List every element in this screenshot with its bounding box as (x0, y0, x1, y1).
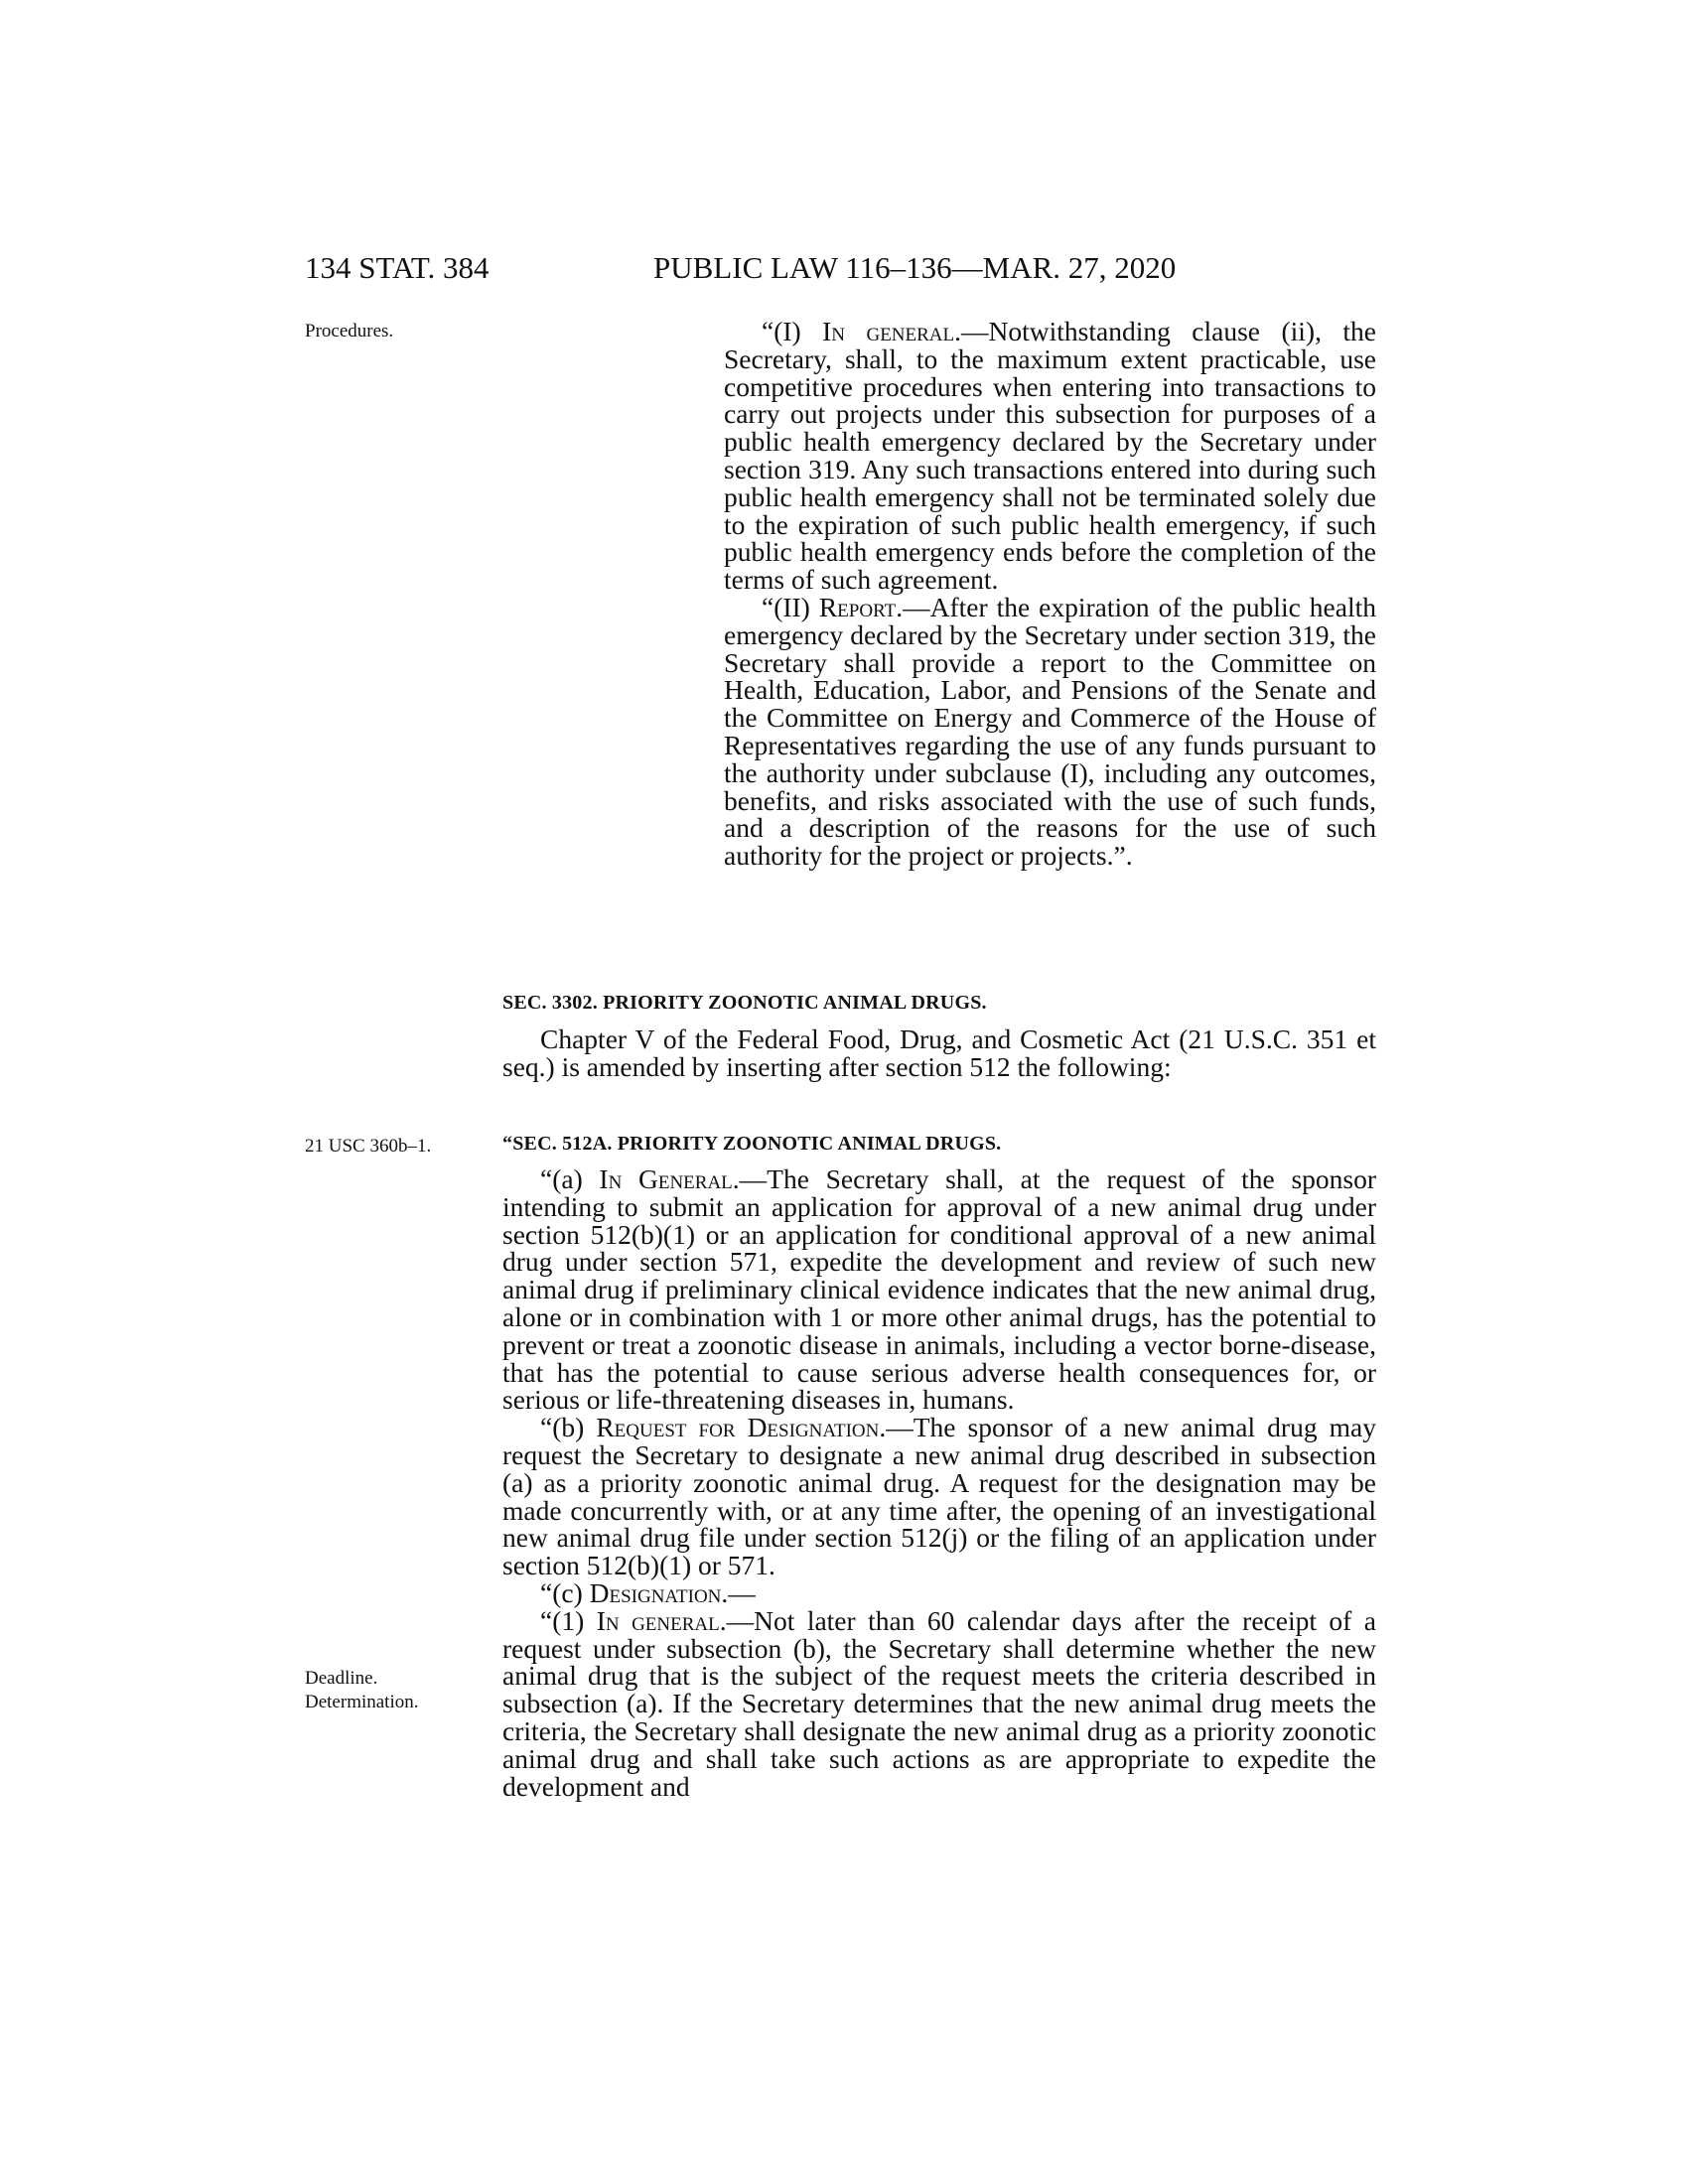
section-3302-body-block (502, 1025, 1376, 1081)
clause-two-heading: Report (818, 591, 897, 622)
section-3302-heading: SEC. 3302. PRIORITY ZOONOTIC ANIMAL DRUGS. (502, 992, 987, 1014)
clause-two: “(II) Report.—After the expiration of the public health emergency declared by the Secretary under section 319, the Secretary shall provide a report to the Committee on Health, Education, Labor, and Pensions of the Senate and the Committee on Energy and Commerce of the House of Representatives regarding the use of any funds pursuant to the authority under subclause (I), including any outcomes, benefits, and risks associated with the use of such funds, and a description of the reasons for the use of such authority for the project or projects.”. (724, 591, 1376, 872)
margin-note-usc-cite: 21 USC 360b–1. (305, 1136, 432, 1157)
margin-note-deadline: Deadline. (305, 1668, 378, 1689)
section-3302-body: Chapter V of the Federal Food, Drug, and Cosmetic Act (21 U.S.C. 351 et seq.) is amended by inserting after section 512 the following: (502, 1024, 1376, 1082)
clause-block (724, 318, 1376, 870)
margin-note-determination: Determination. (305, 1692, 419, 1712)
section-512a-body-block (502, 1165, 1376, 1800)
subsection-b: “(b) Request for Designation.—The sponsor of a new animal drug may request the Secretary to designate a new animal drug described in subsection (a) as a priority zoonotic animal drug. A request for the designation may be made concurrently with, or at any time after, the opening of an investigational new animal drug file under section 512(j) or the filing of an application under section 512(b)(1) or 571. (502, 1412, 1376, 1581)
subsection-b-heading: Request for Designation (596, 1412, 880, 1443)
clause-one-heading: In general (822, 316, 955, 346)
page-stat-number: 134 STAT. 384 (305, 250, 490, 285)
page-law-title: PUBLIC LAW 116–136—MAR. 27, 2020 (653, 250, 1177, 285)
paragraph-c1: “(1) In general.—Not later than 60 calendar days after the receipt of a request under subsection (b), the Secretary shall determine whether the new animal drug that is the subject of the request meets the criteria described in subsection (a). If the Secretary determines that the new animal drug meets the criteria, the Secretary shall designate the new animal drug as a priority zoonotic animal drug and shall take such actions as are appropriate to expedite the development and (502, 1604, 1376, 1802)
subsection-a: “(a) In General.—The Secretary shall, at the request of the sponsor intending to submit an application for approval of a new animal drug under section 512(b)(1) or an application for conditional approval of a new animal drug under section 571, expedite the development and review of such new animal drug if preliminary clinical evidence indicates that the new animal drug, alone or in combination with 1 or more other animal drugs, has the potential to prevent or treat a zoonotic disease in animals, including a vector borne-disease, that has the potential to cause serious adverse health consequences for, or serious or life-threatening diseases in, humans. (502, 1163, 1377, 1416)
margin-note-procedures: Procedures. (305, 321, 394, 341)
subsection-c-heading: Designation (589, 1576, 722, 1608)
section-512a-heading: “SEC. 512A. PRIORITY ZOONOTIC ANIMAL DRUGS. (502, 1133, 1002, 1155)
subsection-c: “(c) Designation.— (540, 1576, 756, 1608)
clause-one: “(I) In general.—Notwithstanding clause (ii), the Secretary, shall, to the maximum extent practicable, use competitive procedures when entering into transactions to carry out projects under this subsection for purposes of a public health emergency declared by the Secretary under section 319. Any such transactions entered into during such public health emergency shall not be terminated solely due to the expiration of such public health emergency, if such public health emergency ends before the completion of the terms of such agreement. (724, 316, 1376, 596)
subsection-a-heading: In General (599, 1163, 733, 1194)
paragraph-c1-heading: In general (596, 1604, 720, 1636)
